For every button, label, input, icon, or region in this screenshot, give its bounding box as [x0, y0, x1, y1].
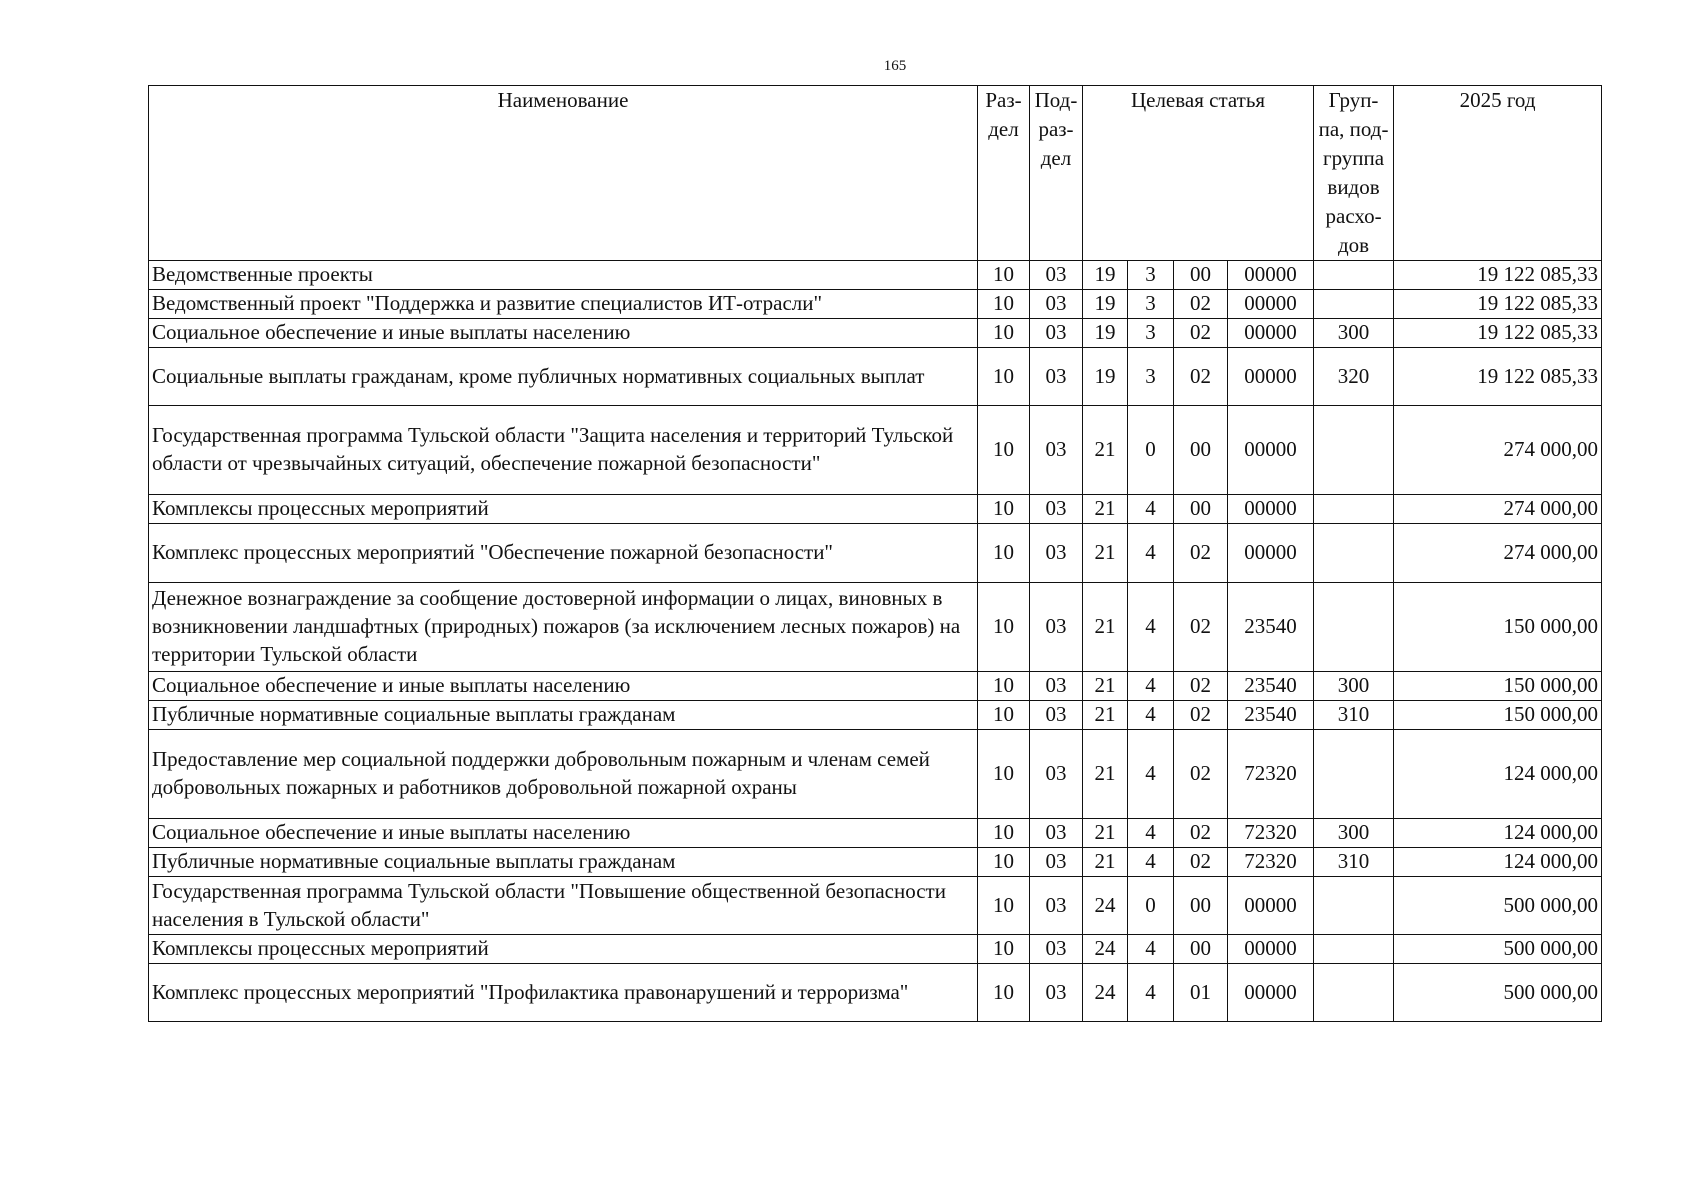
- row-target-program: 21: [1083, 701, 1128, 730]
- row-target-program: 21: [1083, 730, 1128, 819]
- row-target-subprogram: 02: [1174, 319, 1228, 348]
- row-razdel: 10: [978, 819, 1030, 848]
- row-target-type: 4: [1128, 935, 1174, 964]
- row-razdel: 10: [978, 583, 1030, 672]
- row-target-direction: 00000: [1228, 524, 1314, 583]
- row-amount: 124 000,00: [1394, 730, 1602, 819]
- row-razdel: 10: [978, 406, 1030, 495]
- row-target-program: 21: [1083, 406, 1128, 495]
- row-target-type: 3: [1128, 261, 1174, 290]
- row-razdel: 10: [978, 495, 1030, 524]
- table-row: [149, 877, 1602, 935]
- row-target-subprogram: 02: [1174, 348, 1228, 406]
- row-target-subprogram: 02: [1174, 701, 1228, 730]
- row-target-type: 4: [1128, 964, 1174, 1022]
- row-name: Государственная программа Тульской области "Защита населения и территорий Тульской области от чрезвычайных ситуаций, обеспечение пожарной безопасности": [149, 406, 978, 495]
- table-row: [149, 319, 1602, 348]
- row-target-type: 4: [1128, 672, 1174, 701]
- row-razdel: 10: [978, 730, 1030, 819]
- row-target-type: 4: [1128, 524, 1174, 583]
- row-expense-group: [1314, 524, 1394, 583]
- row-target-program: 21: [1083, 819, 1128, 848]
- row-amount: 500 000,00: [1394, 964, 1602, 1022]
- table-row: [149, 261, 1602, 290]
- row-target-program: 24: [1083, 964, 1128, 1022]
- row-name: Предоставление мер социальной поддержки добровольным пожарным и членам семей добровольных пожарных и работников добровольной пожарной охраны: [149, 730, 978, 819]
- table-row: [149, 348, 1602, 406]
- row-name: Ведомственный проект "Поддержка и развитие специалистов ИТ-отрасли": [149, 290, 978, 319]
- row-amount: 150 000,00: [1394, 672, 1602, 701]
- row-name: Социальное обеспечение и иные выплаты населению: [149, 819, 978, 848]
- row-amount: 124 000,00: [1394, 819, 1602, 848]
- row-razdel: 10: [978, 848, 1030, 877]
- row-target-direction: 23540: [1228, 672, 1314, 701]
- table-row: [149, 495, 1602, 524]
- row-podrazdel: 03: [1030, 672, 1083, 701]
- table-row: [149, 524, 1602, 583]
- row-target-subprogram: 00: [1174, 935, 1228, 964]
- row-amount: 500 000,00: [1394, 877, 1602, 935]
- row-target-direction: 00000: [1228, 261, 1314, 290]
- row-podrazdel: 03: [1030, 819, 1083, 848]
- row-podrazdel: 03: [1030, 348, 1083, 406]
- row-target-program: 21: [1083, 583, 1128, 672]
- row-expense-group: 300: [1314, 319, 1394, 348]
- row-expense-group: [1314, 261, 1394, 290]
- row-target-subprogram: 02: [1174, 672, 1228, 701]
- row-target-program: 19: [1083, 319, 1128, 348]
- row-target-type: 0: [1128, 406, 1174, 495]
- row-podrazdel: 03: [1030, 524, 1083, 583]
- table-row: [149, 935, 1602, 964]
- row-expense-group: [1314, 495, 1394, 524]
- row-target-type: 3: [1128, 290, 1174, 319]
- row-name: Денежное вознаграждение за сообщение достоверной информации о лицах, виновных в возникновении ландшафтных (природных) пожаров (за исключением лесных пожаров) на территории Тульской области: [149, 583, 978, 672]
- page-number: 165: [883, 58, 907, 74]
- row-target-direction: 00000: [1228, 290, 1314, 319]
- row-podrazdel: 03: [1030, 877, 1083, 935]
- row-target-direction: 00000: [1228, 406, 1314, 495]
- row-target-subprogram: 00: [1174, 495, 1228, 524]
- row-target-direction: 23540: [1228, 701, 1314, 730]
- row-target-direction: 72320: [1228, 819, 1314, 848]
- table-row: [149, 730, 1602, 819]
- row-expense-group: 320: [1314, 348, 1394, 406]
- table-row: [149, 701, 1602, 730]
- row-target-direction: 00000: [1228, 348, 1314, 406]
- row-expense-group: [1314, 964, 1394, 1022]
- row-target-type: 3: [1128, 348, 1174, 406]
- row-target-direction: 00000: [1228, 935, 1314, 964]
- row-amount: 19 122 085,33: [1394, 348, 1602, 406]
- budget-table: [148, 85, 1602, 1022]
- row-podrazdel: 03: [1030, 583, 1083, 672]
- row-target-subprogram: 00: [1174, 406, 1228, 495]
- row-expense-group: 310: [1314, 701, 1394, 730]
- row-razdel: 10: [978, 319, 1030, 348]
- row-podrazdel: 03: [1030, 319, 1083, 348]
- row-target-type: 4: [1128, 819, 1174, 848]
- row-razdel: 10: [978, 701, 1030, 730]
- table-row: [149, 848, 1602, 877]
- row-target-subprogram: 02: [1174, 730, 1228, 819]
- row-name: Ведомственные проекты: [149, 261, 978, 290]
- row-target-program: 24: [1083, 935, 1128, 964]
- row-name: Социальное обеспечение и иные выплаты населению: [149, 319, 978, 348]
- row-target-type: 4: [1128, 730, 1174, 819]
- row-target-subprogram: 02: [1174, 290, 1228, 319]
- row-target-type: 4: [1128, 848, 1174, 877]
- table-row: [149, 819, 1602, 848]
- row-target-direction: 00000: [1228, 964, 1314, 1022]
- row-amount: 150 000,00: [1394, 701, 1602, 730]
- row-name: Социальное обеспечение и иные выплаты населению: [149, 672, 978, 701]
- row-amount: 19 122 085,33: [1394, 261, 1602, 290]
- row-target-program: 21: [1083, 524, 1128, 583]
- row-target-direction: 00000: [1228, 319, 1314, 348]
- row-target-type: 4: [1128, 701, 1174, 730]
- row-target-subprogram: 00: [1174, 877, 1228, 935]
- row-name: Публичные нормативные социальные выплаты гражданам: [149, 701, 978, 730]
- row-razdel: 10: [978, 348, 1030, 406]
- row-target-subprogram: 00: [1174, 261, 1228, 290]
- row-target-direction: 72320: [1228, 730, 1314, 819]
- row-target-direction: 72320: [1228, 848, 1314, 877]
- header-tselevaya-statya: Целевая статья: [1083, 86, 1314, 261]
- table-row: [149, 964, 1602, 1022]
- row-target-type: 0: [1128, 877, 1174, 935]
- row-expense-group: [1314, 877, 1394, 935]
- header-gruppa-vidov-raskhodov: Груп-па, под-группа видов расхо-дов: [1314, 86, 1394, 261]
- row-name: Комплекс процессных мероприятий "Профилактика правонарушений и терроризма": [149, 964, 978, 1022]
- row-razdel: 10: [978, 877, 1030, 935]
- row-name: Комплексы процессных мероприятий: [149, 495, 978, 524]
- row-amount: 19 122 085,33: [1394, 319, 1602, 348]
- header-razdel: Раз-дел: [978, 86, 1030, 261]
- header-podrazdel: Под-раз-дел: [1030, 86, 1083, 261]
- row-expense-group: [1314, 406, 1394, 495]
- row-target-program: 19: [1083, 261, 1128, 290]
- table-row: [149, 583, 1602, 672]
- row-expense-group: 300: [1314, 819, 1394, 848]
- header-name: Наименование: [149, 86, 978, 261]
- row-expense-group: [1314, 290, 1394, 319]
- row-podrazdel: 03: [1030, 935, 1083, 964]
- row-amount: 274 000,00: [1394, 406, 1602, 495]
- row-razdel: 10: [978, 672, 1030, 701]
- row-target-type: 3: [1128, 319, 1174, 348]
- row-target-subprogram: 01: [1174, 964, 1228, 1022]
- row-target-program: 19: [1083, 348, 1128, 406]
- row-podrazdel: 03: [1030, 964, 1083, 1022]
- row-target-subprogram: 02: [1174, 583, 1228, 672]
- row-podrazdel: 03: [1030, 730, 1083, 819]
- row-expense-group: 300: [1314, 672, 1394, 701]
- row-expense-group: 310: [1314, 848, 1394, 877]
- row-amount: 19 122 085,33: [1394, 290, 1602, 319]
- row-target-subprogram: 02: [1174, 524, 1228, 583]
- row-target-program: 21: [1083, 495, 1128, 524]
- row-podrazdel: 03: [1030, 261, 1083, 290]
- row-razdel: 10: [978, 524, 1030, 583]
- row-amount: 274 000,00: [1394, 524, 1602, 583]
- header-year-2025: 2025 год: [1394, 86, 1602, 261]
- row-podrazdel: 03: [1030, 290, 1083, 319]
- row-name: Комплекс процессных мероприятий "Обеспечение пожарной безопасности": [149, 524, 978, 583]
- row-razdel: 10: [978, 935, 1030, 964]
- row-target-direction: 00000: [1228, 495, 1314, 524]
- row-target-subprogram: 02: [1174, 819, 1228, 848]
- row-target-direction: 23540: [1228, 583, 1314, 672]
- row-target-type: 4: [1128, 583, 1174, 672]
- row-razdel: 10: [978, 290, 1030, 319]
- row-target-type: 4: [1128, 495, 1174, 524]
- row-amount: 274 000,00: [1394, 495, 1602, 524]
- row-podrazdel: 03: [1030, 848, 1083, 877]
- row-razdel: 10: [978, 261, 1030, 290]
- row-name: Публичные нормативные социальные выплаты гражданам: [149, 848, 978, 877]
- table-row: [149, 290, 1602, 319]
- row-podrazdel: 03: [1030, 701, 1083, 730]
- row-amount: 124 000,00: [1394, 848, 1602, 877]
- header-row: [149, 86, 1602, 261]
- row-target-program: 21: [1083, 672, 1128, 701]
- row-razdel: 10: [978, 964, 1030, 1022]
- row-target-program: 19: [1083, 290, 1128, 319]
- row-name: Государственная программа Тульской области "Повышение общественной безопасности населения в Тульской области": [149, 877, 978, 935]
- table-row: [149, 672, 1602, 701]
- row-amount: 150 000,00: [1394, 583, 1602, 672]
- row-target-direction: 00000: [1228, 877, 1314, 935]
- row-target-subprogram: 02: [1174, 848, 1228, 877]
- row-amount: 500 000,00: [1394, 935, 1602, 964]
- row-expense-group: [1314, 583, 1394, 672]
- row-expense-group: [1314, 730, 1394, 819]
- table-row: [149, 406, 1602, 495]
- row-podrazdel: 03: [1030, 495, 1083, 524]
- row-target-program: 21: [1083, 848, 1128, 877]
- row-expense-group: [1314, 935, 1394, 964]
- row-podrazdel: 03: [1030, 406, 1083, 495]
- row-target-program: 24: [1083, 877, 1128, 935]
- row-name: Социальные выплаты гражданам, кроме публичных нормативных социальных выплат: [149, 348, 978, 406]
- row-name: Комплексы процессных мероприятий: [149, 935, 978, 964]
